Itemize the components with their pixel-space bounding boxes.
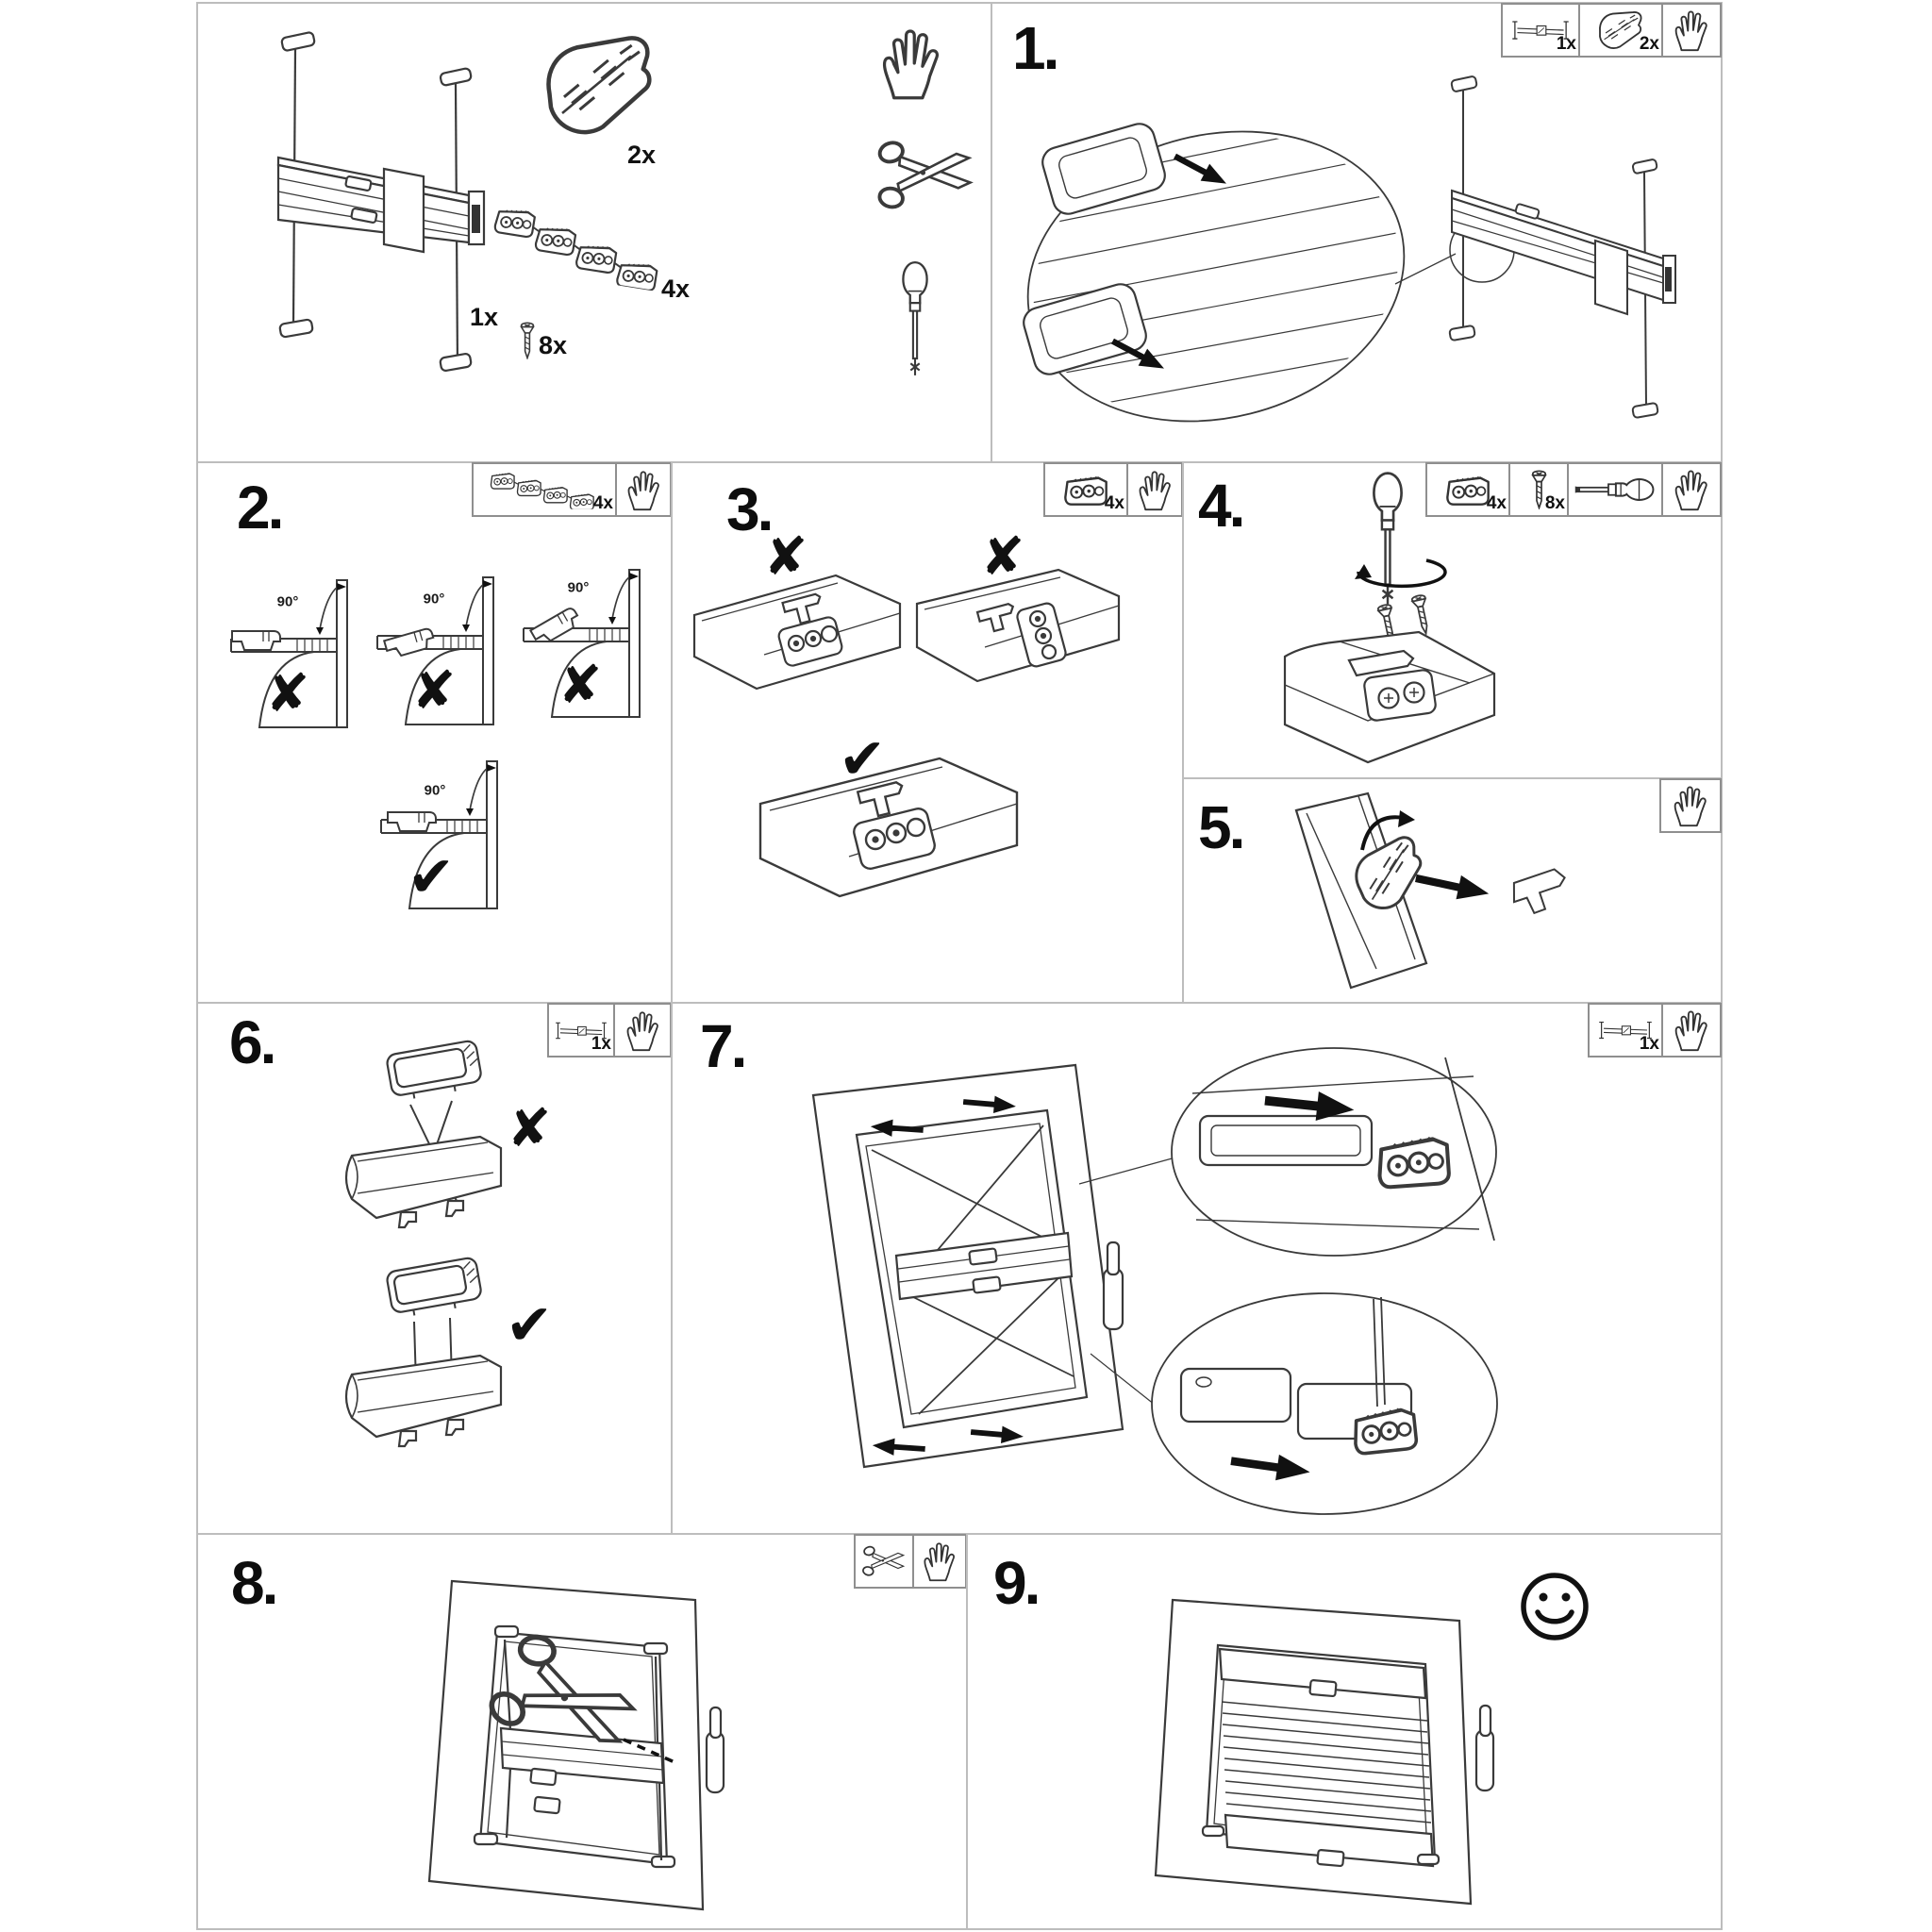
step-5-illustration [1183,778,1722,1003]
angle-label: 90° [567,579,590,596]
angle-label: 90° [423,591,445,608]
step-5-label: 5. [1198,793,1243,861]
step-4-panel [1183,462,1722,778]
wrong-mark: ✘ [980,526,1025,588]
bracket-strip-count-label: 4x [661,275,691,303]
step-7-panel [672,1003,1722,1534]
step-4-label: 4. [1198,472,1243,540]
step-9-illustration [967,1534,1722,1929]
blind-count-label: 1x [470,303,499,331]
clamp-part-drawing [544,37,655,136]
step-1-illustration [991,3,1722,462]
material-blind-width: 1x [1590,1005,1661,1056]
hand-icon [885,31,938,98]
step-5-panel [1183,778,1722,1003]
angle-label: 90° [276,593,299,610]
wrong-mark: ✘ [507,1098,552,1159]
wrong-mark: ✘ [558,655,603,716]
step-3-illustration [672,462,1183,1003]
clamp-count-label: 2x [627,141,657,169]
step-8-illustration [197,1534,967,1929]
step-8-panel [197,1534,967,1929]
material-clamp: 2x [1578,5,1661,56]
step-7-label: 7. [700,1012,745,1080]
scissors-icon [874,137,972,210]
step-7-illustration [672,1003,1722,1534]
step-1-label: 1. [1012,14,1058,82]
screwdriver-icon [903,262,926,375]
material-bracket: 4x [1427,464,1508,515]
material-blind-width: 1x [1503,5,1578,56]
step-2-panel [197,462,672,1003]
material-bracket: 4x [1045,464,1126,515]
bracket-strip-part-drawing [489,207,662,291]
angle-label: 90° [424,782,446,799]
correct-mark: ✔ [838,726,887,792]
wrong-mark: ✘ [411,660,457,722]
step-6-panel [197,1003,672,1534]
step-3-label: 3. [726,475,772,543]
wrong-mark: ✘ [763,526,808,588]
correct-mark: ✔ [505,1292,554,1358]
correct-mark: ✔ [407,844,456,910]
screw-count-label: 8x [539,331,568,359]
material-blind-width: 1x [549,1005,613,1056]
smiley-icon [1524,1575,1586,1638]
step-8-label: 8. [231,1549,276,1617]
step-1-panel [991,3,1722,462]
step-2-illustration [197,462,672,1003]
step-6-label: 6. [229,1008,275,1076]
material-bracket-strip: 4x [474,464,615,515]
step-2-label: 2. [237,474,282,541]
parts-overview-illustration [197,3,991,462]
step-4-illustration [1183,462,1722,778]
parts-overview-panel [197,3,991,462]
material-screw: 8x [1508,464,1567,515]
step-9-label: 9. [993,1549,1039,1617]
step-9-panel [967,1534,1722,1929]
step-3-panel [672,462,1183,1003]
wrong-mark: ✘ [265,663,310,724]
step-6-illustration [197,1003,672,1534]
screw-part-drawing [522,323,534,358]
